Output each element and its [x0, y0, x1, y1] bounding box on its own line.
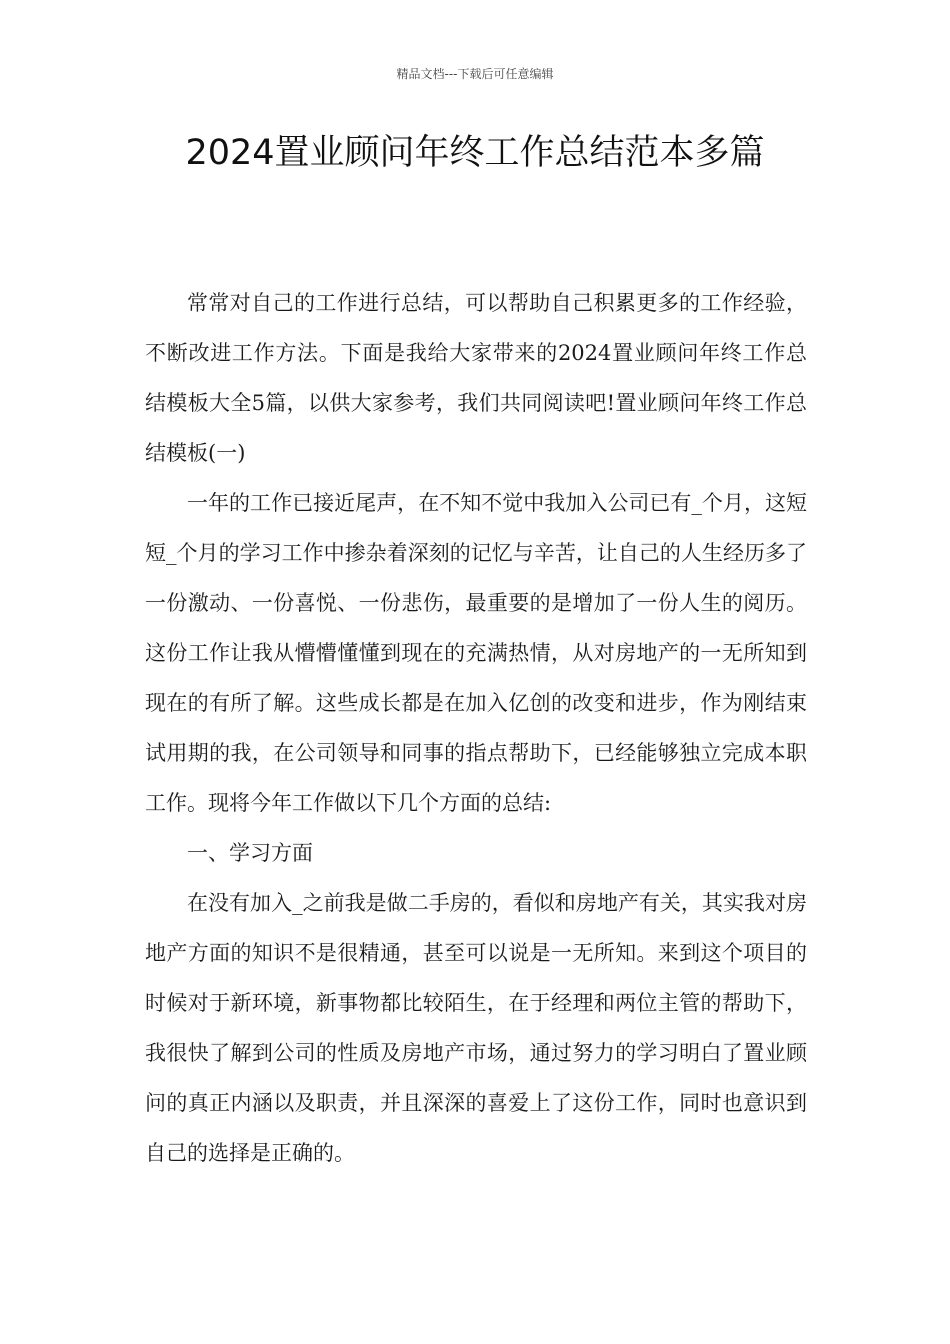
paragraph-review: 一年的工作已接近尾声，在不知不觉中我加入公司已有_个月，这短短_个月的学习工作中掺杂着深刻的记忆与辛苦，让自己的人生经历多了一份激动、一份喜悦、一份悲伤，最重要的是增加了一份人生的阅历。这份工作让我从懵懵懂懂到现在的充满热情，从对房地产的一无所知到现在的有所了解。这些成长都是在加入亿创的改变和进步，作为刚结束试用期的我，在公司领导和同事的指点帮助下，已经能够独立完成本职工作。现将今年工作做以下几个方面的总结:	[145, 491, 807, 815]
section-heading-study: 一、学习方面	[187, 841, 313, 865]
document-title: 2024置业顾问年终工作总结范本多篇	[185, 133, 765, 173]
document-body	[145, 278, 807, 1178]
paragraph-study: 在没有加入_之前我是做二手房的，看似和房地产有关，其实我对房地产方面的知识不是很精通，甚至可以说是一无所知。来到这个项目的时候对于新环境，新事物都比较陌生，在于经理和两位主管的帮助下，我很快了解到公司的性质及房地产市场，通过努力的学习明白了置业顾问的真正内涵以及职责，并且深深的喜爱上了这份工作，同时也意识到自己的选择是正确的。	[145, 891, 807, 1165]
paragraph-intro: 常常对自己的工作进行总结，可以帮助自己积累更多的工作经验，不断改进工作方法。下面是我给大家带来的2024置业顾问年终工作总结模板大全5篇，以供大家参考，我们共同阅读吧!置业顾问年终工作总结模板(一)	[145, 291, 807, 465]
header-note: 精品文档---下载后可任意编辑	[396, 67, 554, 81]
